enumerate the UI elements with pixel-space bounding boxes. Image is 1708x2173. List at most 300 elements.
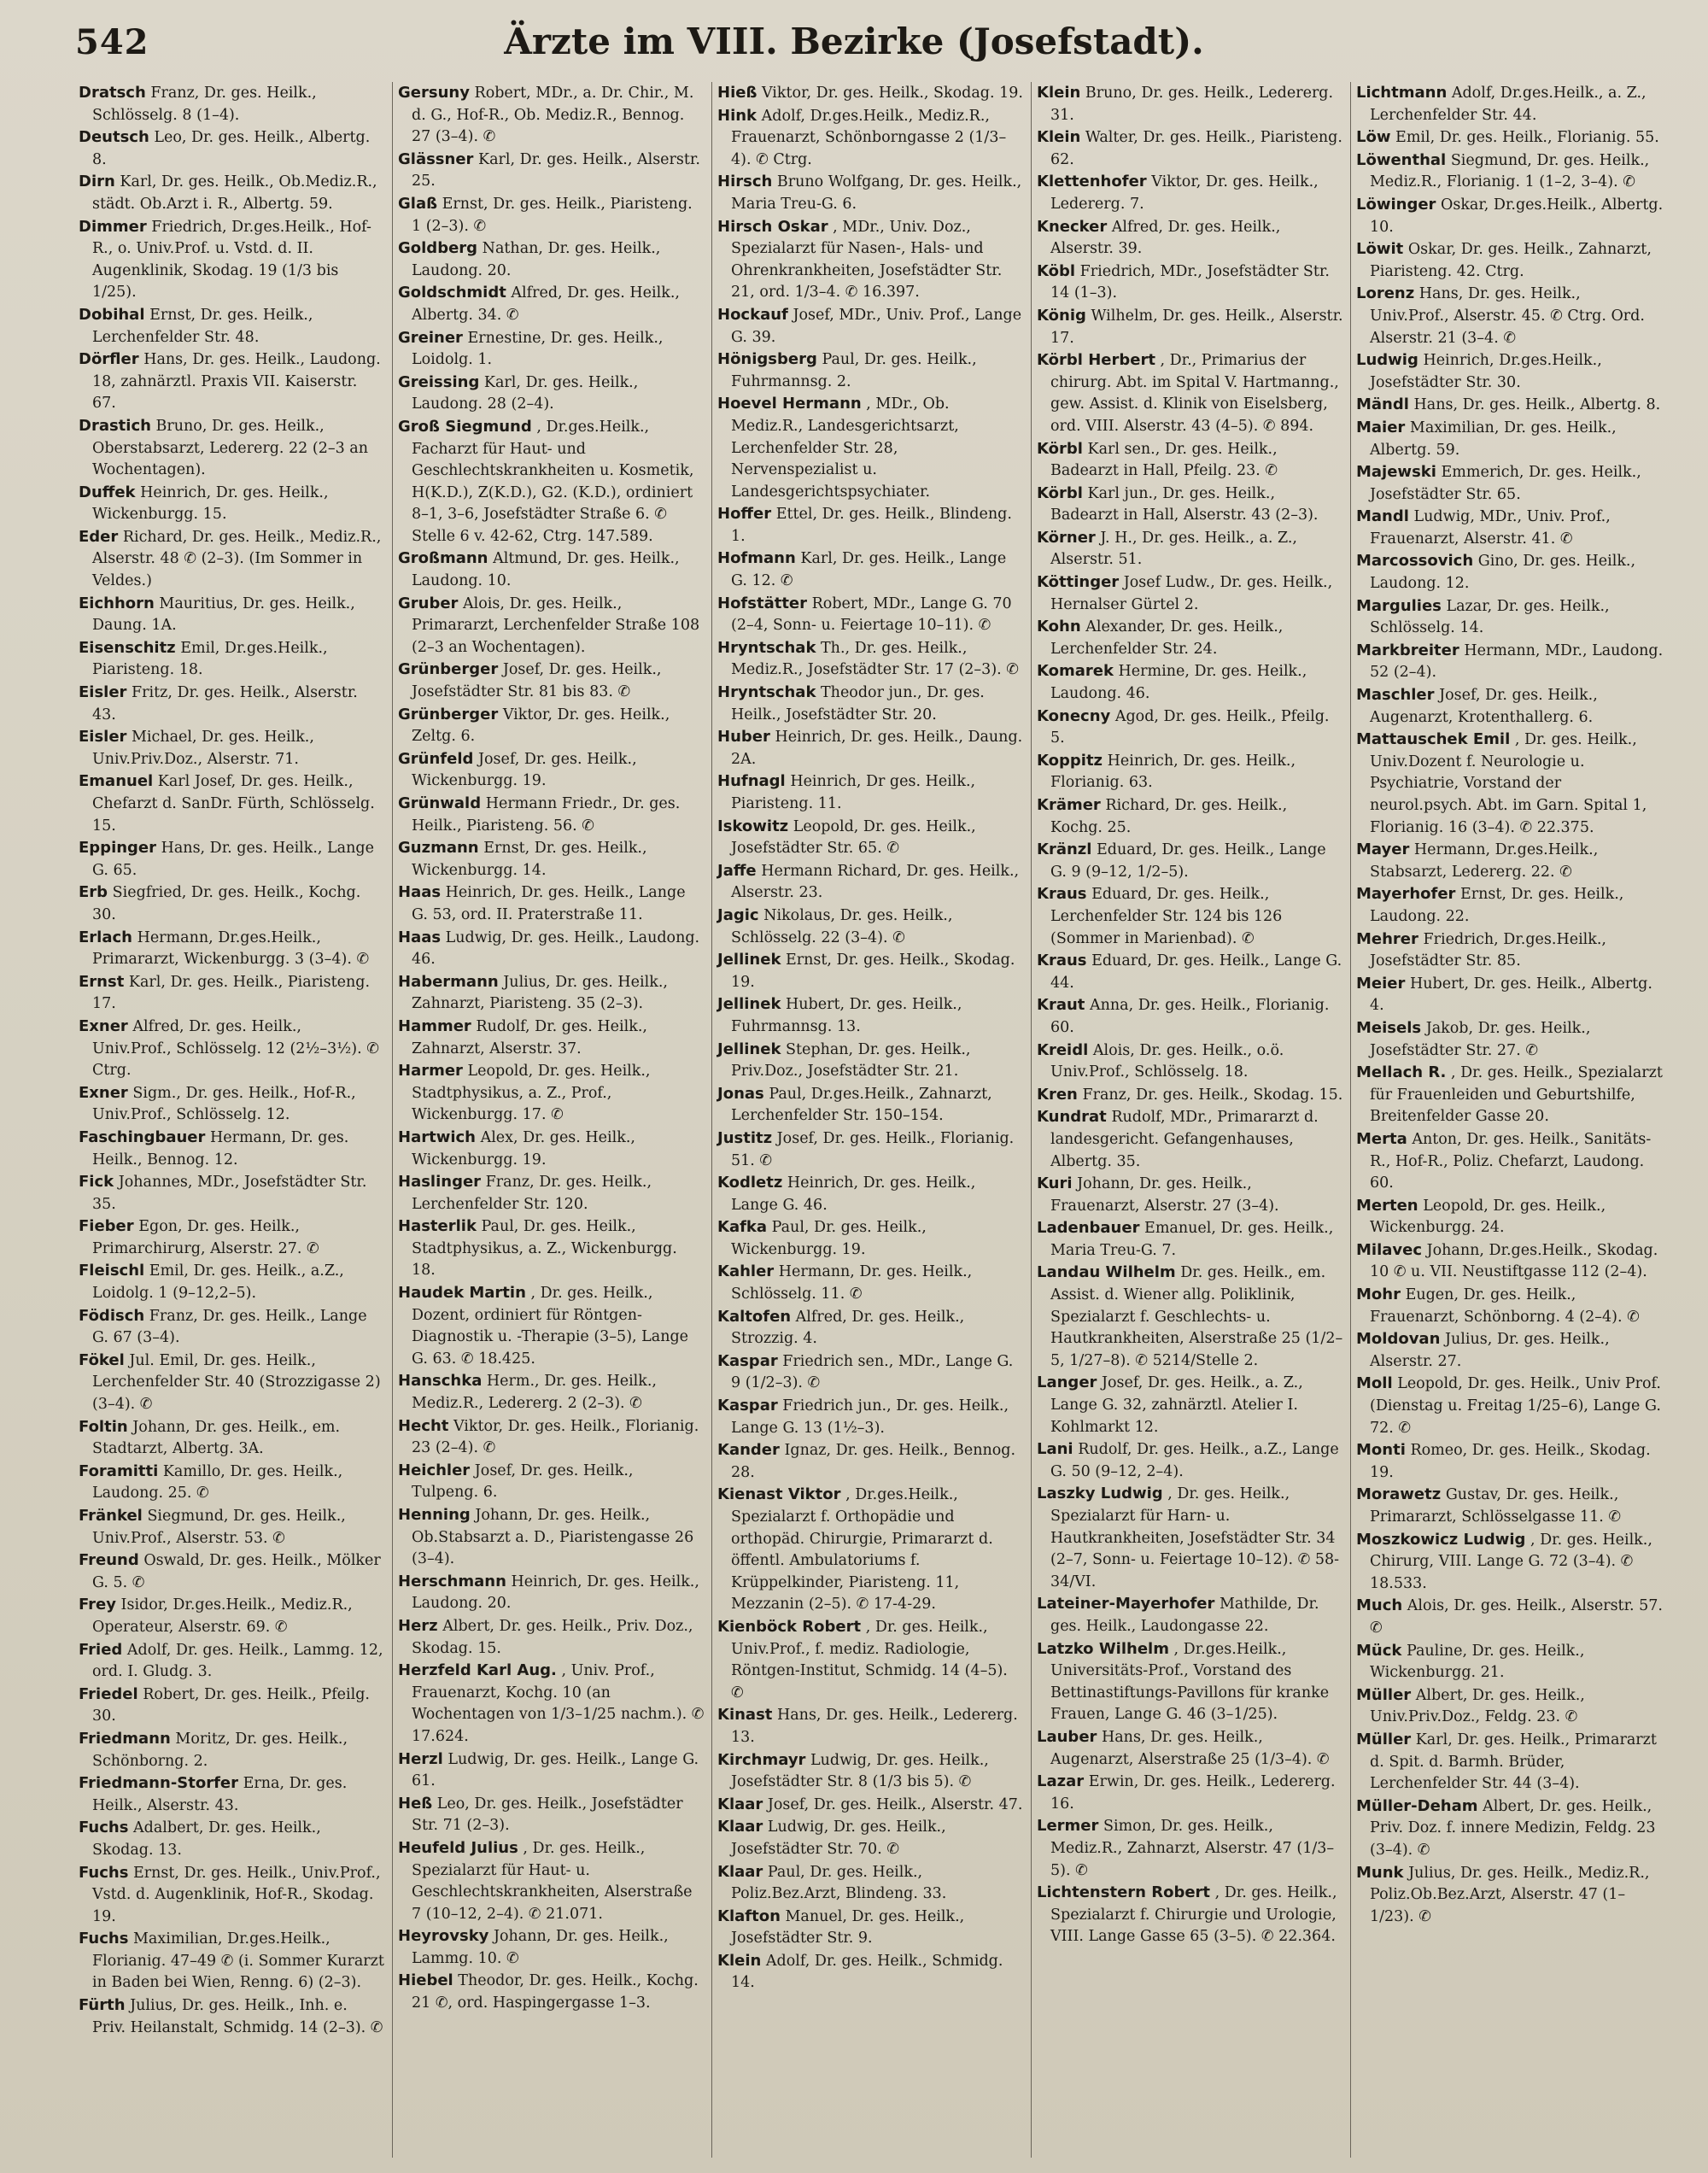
physician-name: Fürth <box>79 1996 126 2015</box>
physician-name: Löw <box>1356 128 1391 147</box>
physician-entry <box>717 816 1024 860</box>
physician-name: Fuchs <box>79 1863 129 1882</box>
physician-details: Rudolf, MDr., Primararzt d. landesgericht. Gefangenhauses, Albertg. 35. <box>1050 1109 1319 1170</box>
physician-name: Heyrovsky <box>398 1927 489 1946</box>
physician-details: Lazar, Dr. ges. Heilk., Schlösselg. 14. <box>1370 597 1610 637</box>
physician-details: Heinrich, Dr.ges.Heilk., Josefstädter Str. 30. <box>1370 352 1602 391</box>
physician-name: Grünberger <box>398 705 499 723</box>
physician-details: Friedrich, MDr., Josefstädter Str. 14 (1–3). <box>1050 262 1330 302</box>
physician-name: Kreidl <box>1037 1040 1089 1059</box>
physician-entry <box>1037 1726 1343 1771</box>
physician-name: Kraus <box>1037 952 1087 970</box>
page-title: Ärzte im VIII. Bezirke (Josefstadt). <box>504 20 1204 62</box>
physician-name: Klein <box>1037 84 1081 102</box>
physician-name: Marcossovich <box>1356 552 1474 571</box>
physician-name: Kuri <box>1037 1174 1073 1193</box>
physician-entry <box>717 393 1024 503</box>
physician-entry <box>79 726 385 770</box>
physician-name: Herz <box>398 1616 438 1635</box>
physician-name: Harmer <box>398 1062 463 1081</box>
physician-name: Hieß <box>717 84 757 102</box>
physician-details: Ludwig, Dr. ges. Heilk., Josefstädter Str. 70. ✆ <box>731 1819 946 1858</box>
physician-name: Groß Siegmund <box>398 417 532 436</box>
physician-name: Exner <box>79 1016 128 1035</box>
physician-entry <box>79 770 385 837</box>
physician-name: Fried <box>79 1640 123 1659</box>
physician-name: Klein <box>717 1951 762 1970</box>
physician-name: Dörfler <box>79 350 139 369</box>
physician-details: Hans, Dr. ges. Heilk., Univ.Prof., Alserstr. 45. ✆ Ctrg. Ord. Alserstr. 21 (3–4. ✆ <box>1370 285 1645 347</box>
physician-entry <box>717 726 1024 770</box>
physician-details: , Dr.ges.Heilk., Facharzt für Haut- und Geschlechtskrankheiten u. Kosmetik, H(K.D.), Z(K.D.), G2. (K.D.), ordiniert 8–1, 3–6, Josefstädter Straße 6. ✆ Stelle 6 v. 42-62, Ctrg. 147.589. <box>412 418 694 545</box>
physician-details: , Dr.ges.Heilk., Spezialarzt f. Orthopädie und orthopäd. Chirurgie, Primararzt d. öffentl. Ambulatoriums f. Krüppelkinder, Piaristeng. 11, Mezzanin (2–5). ✆ 17-4-29. <box>731 1486 993 1614</box>
physician-details: Ernst, Dr. ges. Heilk., Univ.Prof., Vstd. d. Augenklinik, Hof-R., Skodag. 19. <box>92 1864 381 1925</box>
physician-details: Theodor, Dr. ges. Heilk., Kochg. 21 ✆, ord. Haspingergasse 1–3. <box>412 1972 699 2012</box>
physician-name: Lorenz <box>1356 284 1415 303</box>
physician-name: Hoevel Hermann <box>717 395 862 413</box>
physician-details: Franz, Dr. ges. Heilk., Schlösselg. 8 (1–4). <box>92 85 317 124</box>
physician-details: Rudolf, Dr. ges. Heilk., a.Z., Lange G. 50 (9–12, 2–4). <box>1050 1441 1339 1480</box>
physician-name: Jellinek <box>717 951 781 969</box>
directory-column <box>712 82 1032 2158</box>
physician-name: Fleischl <box>79 1262 145 1280</box>
physician-details: Anton, Dr. ges. Heilk., Sanitäts-R., Hof-R., Poliz. Chefarzt, Laudong. 60. <box>1370 1130 1652 1192</box>
physician-name: Köttinger <box>1037 573 1120 592</box>
directory-column <box>73 82 393 2158</box>
physician-name: Mehrer <box>1356 929 1418 948</box>
physician-details: Hermann, Dr.ges.Heilk., Stabsarzt, Ledererg. 22. ✆ <box>1370 841 1599 881</box>
physician-details: Rudolf, Dr. ges. Heilk., Zahnarzt, Alserstr. 37. <box>412 1017 647 1057</box>
physician-details: Maximilian, Dr.ges.Heilk., Florianig. 47–49 ✆ (i. Sommer Kurarzt in Baden bei Wien, Renng. 6) (2–3). <box>92 1930 384 1992</box>
physician-entry <box>1037 261 1343 305</box>
physician-name: Hammer <box>398 1016 471 1035</box>
physician-name: Faschingbauer <box>79 1128 206 1146</box>
physician-name: Friedmann <box>79 1729 171 1748</box>
physician-entry <box>1356 149 1664 194</box>
physician-name: Eisenschitz <box>79 638 176 657</box>
physician-entry <box>1037 794 1343 839</box>
physician-details: Ludwig, Dr. ges. Heilk., Josefstädter Str. 8 (1/3 bis 5). ✆ <box>731 1751 989 1791</box>
physician-details: Heinrich, Dr. ges. Heilk., Florianig. 63. <box>1050 752 1296 792</box>
physician-name: Friedel <box>79 1684 138 1703</box>
physician-details: Josef, Dr. ges. Heilk., Augenarzt, Krotenthallerg. 6. <box>1370 687 1598 726</box>
physician-details: Karl, Dr. ges. Heilk., Piaristeng. 17. <box>92 973 371 1013</box>
physician-entry <box>1356 839 1664 883</box>
physician-details: Karl Josef, Dr. ges. Heilk., Chefarzt d. SanDr. Fürth, Schlösselg. 15. <box>92 773 375 835</box>
physician-details: Hermann, Dr. ges. Heilk., Bennog. 12. <box>92 1128 349 1168</box>
physician-name: Hanschka <box>398 1372 483 1391</box>
physician-name: Moszkowicz Ludwig <box>1356 1530 1526 1549</box>
physician-name: Kundrat <box>1037 1108 1107 1127</box>
physician-details: Erwin, Dr. ges. Heilk., Ledererg. 16. <box>1050 1773 1336 1813</box>
physician-name: Lichtenstern Robert <box>1037 1883 1211 1902</box>
physician-details: Kamillo, Dr. ges. Heilk., Laudong. 25. ✆ <box>92 1462 343 1502</box>
physician-name: Haas <box>398 928 442 946</box>
physician-name: Hiebel <box>398 1971 453 1990</box>
physician-entry <box>79 1728 385 1772</box>
physician-entry <box>79 1016 385 1082</box>
physician-entry <box>1037 571 1343 616</box>
physician-entry <box>398 372 705 416</box>
physician-details: Herm., Dr. ges. Heilk., Mediz.R., Ledererg. 2 (2–3). ✆ <box>412 1373 657 1413</box>
physician-entry <box>398 1127 705 1171</box>
physician-name: Mohr <box>1356 1286 1401 1304</box>
physician-name: Morawetz <box>1356 1485 1442 1504</box>
physician-details: Adolf, Dr.ges.Heilk., a. Z., Lerchenfelder Str. 44. <box>1370 85 1647 124</box>
physician-name: Löwinger <box>1356 195 1436 214</box>
physician-name: Köbl <box>1037 261 1076 280</box>
physician-entry <box>1037 750 1343 794</box>
physician-name: Mattauschek Emil <box>1356 730 1511 749</box>
physician-entry <box>398 327 705 372</box>
physician-details: Siegmund, Dr. ges. Heilk., Mediz.R., Florianig. 1 (1–2, 3–4). ✆ <box>1370 151 1650 191</box>
physician-entry <box>717 1906 1024 1950</box>
physician-entry <box>79 1127 385 1171</box>
physician-details: Johann, Dr. ges. Heilk., Ob.Stabsarzt a. D., Piaristengasse 26 (3–4). <box>412 1507 694 1568</box>
physician-entry <box>1037 1771 1343 1815</box>
physician-entry <box>79 1305 385 1350</box>
physician-details: Ernst, Dr. ges. Heilk., Wickenburgg. 14. <box>412 840 647 879</box>
physician-entry <box>1037 305 1343 349</box>
physician-entry <box>398 748 705 793</box>
physician-name: Kraus <box>1037 885 1087 904</box>
physician-name: Hoffer <box>717 505 772 524</box>
physician-entry <box>717 682 1024 726</box>
physician-details: Josef, Dr. ges. Heilk., a. Z., Lange G. 32, zahnärztl. Atelier I. Kohlmarkt 12. <box>1050 1374 1303 1436</box>
physician-entry <box>398 837 705 882</box>
physician-name: Haslinger <box>398 1173 482 1192</box>
physician-name: Kohn <box>1037 618 1081 636</box>
physician-details: Emanuel, Dr. ges. Heilk., Maria Treu-G. 7. <box>1050 1220 1334 1259</box>
physician-details: Leopold, Dr. ges. Heilk., Univ Prof. (Dienstag u. Freitag 1/25–6), Lange G. 72. ✆ <box>1370 1375 1661 1437</box>
physician-details: , Dr. ges. Heilk., Univ.Prof., f. mediz. Radiologie, Röntgen-Institut, Schmidg. 14 (4–5). ✆ <box>731 1618 1008 1702</box>
physician-entry <box>1356 1239 1664 1284</box>
physician-details: Hubert, Dr. ges. Heilk., Fuhrmannsg. 13. <box>731 996 962 1035</box>
physician-entry <box>1356 595 1664 640</box>
physician-details: Ludwig, Dr. ges. Heilk., Laudong. 46. <box>412 928 700 969</box>
physician-entry <box>1037 883 1343 950</box>
physician-entry <box>398 1504 705 1571</box>
physician-details: Oskar, Dr.ges.Heilk., Albertg. 10. <box>1370 196 1664 236</box>
physician-entry <box>79 482 385 526</box>
physician-entry <box>1037 1815 1343 1882</box>
physician-entry <box>398 416 705 548</box>
physician-entry <box>79 971 385 1016</box>
physician-name: Hirsch <box>717 173 773 191</box>
physician-details: Eduard, Dr. ges. Heilk., Lange G. 9 (9–12, 1/2–5). <box>1050 841 1326 881</box>
physician-entry <box>1037 1040 1343 1084</box>
physician-name: Kaltofen <box>717 1307 792 1326</box>
physician-details: Robert, MDr., Lange G. 70 (2–4, Sonn- u. Feiertage 10–11). ✆ <box>731 594 1012 635</box>
physician-entry <box>398 1060 705 1127</box>
physician-details: Karl sen., Dr. ges. Heilk., Badearzt in Hall, Pfeilg. 23. ✆ <box>1050 440 1278 480</box>
physician-details: Leo, Dr. ges. Heilk., Albertg. 8. <box>92 129 371 168</box>
physician-details: Viktor, Dr. ges. Heilk., Florianig. 23 (2–4). ✆ <box>412 1417 699 1457</box>
physician-entry <box>398 882 705 926</box>
physician-details: Josef, Dr. ges. Heilk., Josefstädter Str. 81 bis 83. ✆ <box>412 661 662 701</box>
physician-name: Kander <box>717 1441 780 1460</box>
physician-name: Drastich <box>79 416 151 435</box>
physician-name: Ernst <box>79 972 125 991</box>
physician-name: Körbl <box>1037 439 1083 458</box>
physician-name: Greiner <box>398 328 463 347</box>
physician-entry <box>717 637 1024 682</box>
physician-name: Komarek <box>1037 662 1114 681</box>
physician-entry <box>1356 1328 1664 1373</box>
physician-details: Josef, Dr. ges. Heilk., Wickenburgg. 19. <box>412 750 637 790</box>
physician-entry <box>79 526 385 593</box>
physician-details: Alfred, Dr. ges. Heilk., Albertg. 34. ✆ <box>412 284 680 324</box>
physician-name: Heufeld Julius <box>398 1838 518 1857</box>
physician-entry <box>79 1461 385 1505</box>
physician-entry <box>79 1215 385 1260</box>
physician-name: Hasterlik <box>398 1217 477 1236</box>
physician-details: Julius, Dr. ges. Heilk., Zahnarzt, Piaristeng. 35 (2–3). <box>412 973 668 1013</box>
physician-details: Walter, Dr. ges. Heilk., Piaristeng. 62. <box>1050 129 1342 168</box>
physician-entry <box>79 1772 385 1817</box>
physician-entry <box>79 1549 385 1594</box>
physician-entry <box>1037 1262 1343 1372</box>
physician-entry <box>398 971 705 1016</box>
physician-entry <box>79 1928 385 1994</box>
physician-details: Franz, Dr. ges. Heilk., Lange G. 67 (3–4). <box>92 1307 367 1347</box>
physician-name: Mück <box>1356 1641 1402 1660</box>
physician-details: Robert, Dr. ges. Heilk., Pfeilg. 30. <box>92 1685 370 1725</box>
physician-entry <box>79 882 385 926</box>
physician-details: Romeo, Dr. ges. Heilk., Skodag. 19. <box>1370 1442 1651 1481</box>
physician-name: Ladenbauer <box>1037 1219 1140 1238</box>
physician-name: Koppitz <box>1037 751 1103 770</box>
physician-details: Hermine, Dr. ges. Heilk., Laudong. 46. <box>1050 663 1307 703</box>
physician-name: Meisels <box>1356 1018 1422 1037</box>
physician-entry <box>1037 616 1343 660</box>
physician-entry <box>717 770 1024 815</box>
physician-name: Lermer <box>1037 1817 1099 1836</box>
physician-details: Bruno, Dr. ges. Heilk., Oberstabsarzt, Ledererg. 22 (2–3 an Wochentagen). <box>92 417 368 479</box>
physician-name: Grünfeld <box>398 749 474 768</box>
physician-details: Isidor, Dr.ges.Heilk., Mediz.R., Operateur, Alserstr. 69. ✆ <box>92 1596 353 1636</box>
physician-entry <box>398 193 705 237</box>
physician-entry <box>717 171 1024 215</box>
physician-entry <box>1037 1084 1343 1107</box>
physician-name: Hufnagl <box>717 772 786 791</box>
physician-details: Albert, Dr. ges. Heilk., Univ.Priv.Doz., Feldg. 23. ✆ <box>1370 1686 1585 1726</box>
physician-entry <box>1037 1593 1343 1637</box>
physician-details: Hans, Dr. ges. Heilk., Albertg. 8. <box>1413 396 1661 414</box>
physician-name: Majewski <box>1356 463 1436 482</box>
physician-entry <box>717 1861 1024 1906</box>
physician-details: Hermann Friedr., Dr. ges. Heilk., Piaristeng. 56. ✆ <box>412 795 681 835</box>
physician-details: Hubert, Dr. ges. Heilk., Albertg. 4. <box>1370 975 1652 1015</box>
physician-entry <box>717 949 1024 993</box>
physician-entry <box>398 1793 705 1837</box>
physician-name: Müller <box>1356 1685 1412 1704</box>
physician-entry <box>1037 660 1343 705</box>
physician-entry <box>717 105 1024 172</box>
physician-details: Paul, Dr. ges. Heilk., Stadtphysikus, a. Z., Wickenburgg. 18. <box>412 1218 677 1280</box>
physician-details: Oswald, Dr. ges. Heilk., Mölker G. 5. ✆ <box>92 1552 381 1591</box>
physician-name: Grünwald <box>398 794 482 812</box>
physician-details: Heinrich, Dr. ges. Heilk., Daung. 2A. <box>731 729 1023 768</box>
physician-entry <box>398 282 705 326</box>
physician-entry <box>79 1416 385 1461</box>
physician-entry <box>717 1704 1024 1748</box>
physician-name: Henning <box>398 1506 471 1524</box>
physician-name: Jonas <box>717 1084 764 1103</box>
physician-name: Klaar <box>717 1818 763 1836</box>
physician-name: Goldberg <box>398 239 478 258</box>
physician-entry <box>717 348 1024 393</box>
physician-entry <box>1356 1862 1664 1929</box>
physician-entry <box>1356 1484 1664 1528</box>
physician-details: , Dr. ges. Heilk., Spezialarzt für Haut- u. Geschlechtskrankheiten, Alserstraße 7 (10–12, 2–4). ✆ 21.071. <box>412 1839 693 1923</box>
physician-name: Erb <box>79 883 108 902</box>
physician-name: Födisch <box>79 1306 145 1325</box>
physician-entry <box>1356 126 1664 149</box>
physician-name: Kränzl <box>1037 840 1092 859</box>
physician-details: Richard, Dr. ges. Heilk., Mediz.R., Alserstr. 48 ✆ (2–3). (Im Sommer in Veldes.) <box>92 528 382 590</box>
physician-details: Ernst, Dr. ges. Heilk., Skodag. 19. <box>731 952 1015 991</box>
physician-details: Michael, Dr. ges. Heilk., Univ.Priv.Doz., Alserstr. 71. <box>92 729 314 768</box>
physician-entry <box>79 927 385 971</box>
physician-details: Maximilian, Dr. ges. Heilk., Albertg. 59. <box>1370 419 1617 459</box>
physician-name: Mändl <box>1356 395 1409 414</box>
physician-name: Glässner <box>398 149 474 168</box>
physician-entry <box>717 1950 1024 1994</box>
physician-details: Josef, Dr. ges. Heilk., Florianig. 51. ✆ <box>731 1129 1015 1169</box>
page-number: 542 <box>75 22 149 62</box>
physician-name: Jellinek <box>717 1040 781 1058</box>
physician-name: Fieber <box>79 1217 134 1236</box>
physician-name: Mayerhofer <box>1356 885 1456 904</box>
physician-name: Herzfeld Karl Aug. <box>398 1661 557 1680</box>
physician-name: Duffek <box>79 483 136 501</box>
physician-name: Haudek Martin <box>398 1284 526 1303</box>
physician-details: Franz, Dr. ges. Heilk., Skodag. 15. <box>1082 1086 1343 1104</box>
physician-entry <box>398 237 705 282</box>
physician-name: Kienböck Robert <box>717 1617 862 1636</box>
physician-name: Eisler <box>79 728 127 747</box>
physician-name: Kahler <box>717 1262 775 1281</box>
physician-details: Leo, Dr. ges. Heilk., Josefstädter Str. 71 (2–3). <box>412 1795 683 1835</box>
physician-name: Jagic <box>717 905 759 924</box>
physician-details: Paul, Dr. ges. Heilk., Poliz.Bez.Arzt, Blindeng. 33. <box>731 1863 947 1903</box>
physician-details: , Dr. ges. Heilk., Spezialarzt f. Chirurgie und Urologie, VIII. Lange Gasse 65 (3–5). ✆ 22.364. <box>1050 1884 1337 1946</box>
physician-entry <box>1037 1106 1343 1173</box>
physician-name: Müller-Deham <box>1356 1796 1478 1815</box>
physician-entry <box>398 1016 705 1060</box>
physician-details: Ignaz, Dr. ges. Heilk., Bennog. 28. <box>731 1442 1016 1481</box>
physician-details: Erna, Dr. ges. Heilk., Alserstr. 43. <box>92 1775 348 1814</box>
physician-name: Maier <box>1356 418 1406 436</box>
physician-entry <box>398 1571 705 1615</box>
physician-details: Stephan, Dr. ges. Heilk., Priv.Doz., Josefstädter Str. 21. <box>731 1040 971 1081</box>
physician-details: Alois, Dr. ges. Heilk., Alserstr. 57. ✆ <box>1370 1597 1663 1637</box>
physician-details: Jul. Emil, Dr. ges. Heilk., Lerchenfelder Str. 40 (Strozzigasse 2) (3–4). ✆ <box>92 1351 381 1414</box>
physician-entry <box>1356 883 1664 928</box>
physician-name: Hofstätter <box>717 594 808 612</box>
physician-details: Alfred, Dr. ges. Heilk., Alserstr. 39. <box>1050 218 1281 258</box>
physician-entry <box>717 82 1024 105</box>
physician-entry <box>79 1260 385 1304</box>
physician-entry <box>717 1439 1024 1484</box>
physician-entry <box>1356 1284 1664 1328</box>
physician-entry <box>398 1925 705 1970</box>
physician-entry <box>398 704 705 748</box>
physician-entry <box>79 348 385 415</box>
physician-details: Hermann, MDr., Laudong. 52 (2–4). <box>1370 641 1664 682</box>
physician-details: Karl, Dr. ges. Heilk., Alserstr. 25. <box>412 150 700 190</box>
physician-entry <box>1356 1529 1664 1596</box>
physician-entry <box>79 415 385 482</box>
physician-name: Laszky Ludwig <box>1037 1485 1163 1503</box>
physician-entry <box>1037 706 1343 750</box>
physician-name: Klafton <box>717 1906 781 1925</box>
physician-entry <box>717 1749 1024 1794</box>
physician-details: Hans, Dr. ges. Heilk., Lange G. 65. <box>92 840 374 879</box>
physician-details: Adolf, Dr. ges. Heilk., Lammg. 12, ord. I. Gludg. 3. <box>92 1641 383 1681</box>
directory-column <box>393 82 712 2158</box>
physician-details: Friedrich, Dr.ges.Heilk., Josefstädter Str. 85. <box>1370 930 1606 970</box>
physician-name: Hryntschak <box>717 683 816 702</box>
physician-name: Eichhorn <box>79 594 155 612</box>
physician-entry <box>79 126 385 171</box>
physician-entry <box>717 1350 1024 1395</box>
physician-entry <box>79 1639 385 1684</box>
physician-name: Glaß <box>398 194 438 213</box>
physician-entry <box>398 659 705 703</box>
physician-entry <box>79 1817 385 1861</box>
physician-details: Hans, Dr. ges. Heilk., Laudong. 18, zahnärztl. Praxis VII. Kaiserstr. 67. <box>92 351 381 413</box>
physician-entry <box>1037 126 1343 171</box>
physician-entry <box>1356 1017 1664 1062</box>
physician-entry <box>1356 417 1664 461</box>
physician-name: Lichtmann <box>1356 84 1448 102</box>
physician-name: Haas <box>398 883 442 902</box>
physician-details: Pauline, Dr. ges. Heilk., Wickenburgg. 21. <box>1370 1642 1585 1682</box>
physician-entry <box>398 1660 705 1748</box>
physician-entry <box>1356 194 1664 238</box>
physician-entry <box>1356 1595 1664 1639</box>
physician-entry <box>1037 950 1343 994</box>
physician-details: , Dr. ges. Heilk., Dozent, ordiniert für Röntgen-Diagnostik u. -Therapie (3–5), Lange G. 63. ✆ 18.425. <box>412 1285 689 1368</box>
physician-name: Kaspar <box>717 1397 778 1415</box>
physician-details: Eduard, Dr. ges. Heilk., Lange G. 44. <box>1050 952 1342 992</box>
physician-entry <box>1037 839 1343 883</box>
physician-entry <box>1356 461 1664 506</box>
physician-name: Freund <box>79 1551 139 1570</box>
physician-name: König <box>1037 306 1086 325</box>
physician-details: Robert, MDr., a. Dr. Chir., M. d. G., Hof-R., Ob. Mediz.R., Bennog. 27 (3–4). ✆ <box>412 85 694 146</box>
physician-details: , MDr., Univ. Doz., Spezialarzt für Nasen-, Hals- und Ohrenkrankheiten, Josefstädter Str. 21, ord. 1/3–4. ✆ 16.397. <box>731 218 1003 302</box>
physician-entry <box>398 1171 705 1215</box>
physician-name: Krämer <box>1037 796 1101 814</box>
physician-details: Heinrich, Dr. ges. Heilk., Wickenburgg. 15. <box>92 483 329 524</box>
physician-name: Guzmann <box>398 839 479 858</box>
physician-name: Hofmann <box>717 549 796 568</box>
physician-name: Dimmer <box>79 217 147 236</box>
physician-entry <box>79 171 385 215</box>
physician-entry <box>717 1616 1024 1704</box>
physician-details: Adalbert, Dr. ges. Heilk., Skodag. 13. <box>92 1819 321 1859</box>
physician-details: Siegmund, Dr. ges. Heilk., Univ.Prof., Alserstr. 53. ✆ <box>92 1508 346 1547</box>
physician-name: Heichler <box>398 1461 471 1479</box>
physician-details: Fritz, Dr. ges. Heilk., Alserstr. 43. <box>92 684 358 723</box>
physician-name: Margulies <box>1356 596 1442 615</box>
physician-details: Viktor, Dr. ges. Heilk., Ledererg. 7. <box>1050 173 1319 213</box>
physician-name: Lazar <box>1037 1772 1085 1791</box>
physician-entry <box>79 304 385 348</box>
